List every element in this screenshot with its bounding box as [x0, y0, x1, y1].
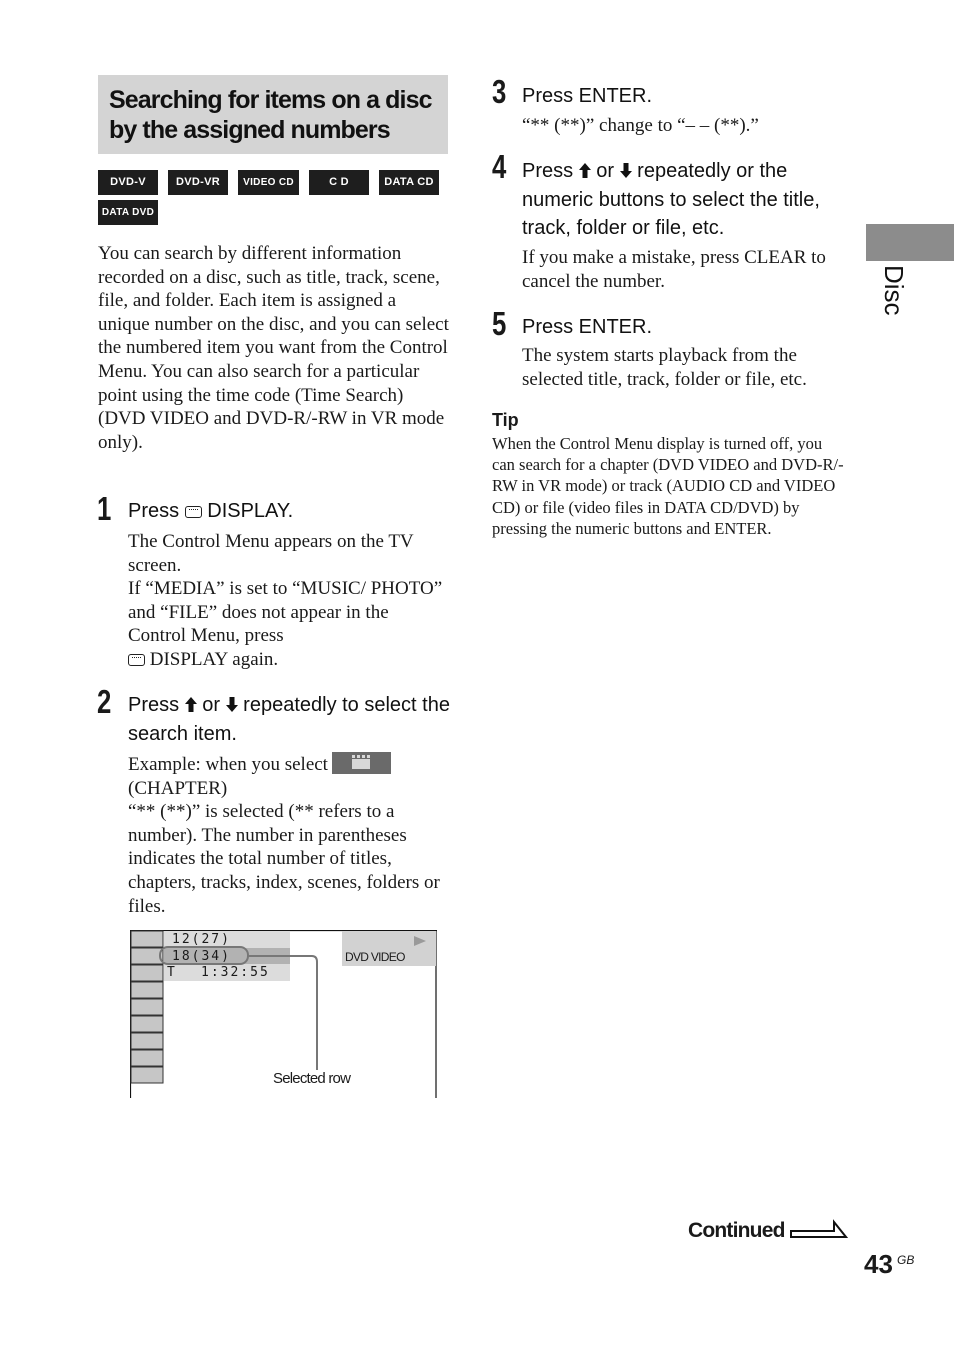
step-2-heading: Press or repeatedly to select the search item.: [128, 694, 450, 745]
step-5-number: 5: [492, 305, 507, 342]
step-1-body-1: The Control Menu appears on the TV screen.: [128, 531, 414, 576]
step-2-body: [128, 752, 450, 918]
selected-row-callout: Selected row: [273, 1070, 351, 1087]
badge-cd: C D: [309, 170, 369, 195]
step-1-head-post: DISPLAY.: [207, 500, 294, 522]
tip-title: Tip: [492, 410, 519, 430]
control-menu-illustration: [130, 930, 437, 1098]
step-5-body: The system starts playback from the selected title, track, folder or file, etc.: [522, 345, 807, 390]
down-arrow-icon: [226, 697, 238, 712]
page-number: 43: [864, 1249, 893, 1279]
step-2-number: 2: [97, 683, 112, 720]
step-4-number: 4: [492, 148, 507, 185]
step-1-number: 1: [97, 490, 112, 527]
step-4-body: If you make a mistake, press CLEAR to cancel the number.: [522, 247, 826, 292]
intro-paragraph: You can search by different information recorded on a disc, such as title, track, scene, file, and folder. Each item is assigned a unique number on the disc, and you can select the numbered item you want from the Control Menu. You can also search for a particular point using the time code (Time Search) (DVD VIDEO and DVD-R/-RW in VR mode only).: [98, 243, 449, 453]
step-1-heading: [128, 497, 448, 526]
chapter-icon: [332, 752, 391, 774]
step-3-body: “** (**)” change to “– – (**).”: [522, 115, 759, 136]
step-1-body: [128, 530, 450, 672]
continued-label: Continued: [688, 1218, 848, 1243]
display-button-icon: [128, 654, 145, 666]
side-tab-label: Disc: [879, 265, 909, 316]
screen-row-1: 12(27): [172, 932, 231, 947]
step-2-body-text: “** (**)” is selected (** refers to a number). The number in parentheses indicates the total number of titles, chapters, tracks, index, scenes, folders or files.: [128, 801, 440, 917]
screen-row-3-time: 1:32:55: [201, 965, 270, 980]
screen-media-label: DVD VIDEO: [345, 950, 405, 964]
continued-arrow-icon: [790, 1218, 848, 1240]
screen-row-3-label: T: [167, 965, 177, 980]
display-button-icon: [185, 506, 202, 518]
page-number-suffix: GB: [897, 1253, 915, 1267]
badge-data-cd: DATA CD: [379, 170, 439, 195]
step-3-number: 3: [492, 73, 507, 110]
step-1-body-2: If “MEDIA” is set to “MUSIC/ PHOTO” and “FILE” does not appear in the Control Menu, press DISPLAY again.: [128, 578, 443, 670]
badge-video-cd: VIDEO CD: [238, 170, 299, 195]
step-4-heading: Press or repeatedly or the numeric buttons to select the title, track, folder or file, etc.: [522, 160, 820, 239]
badge-data-dvd: DATA DVD: [98, 200, 158, 225]
side-tab-marker: [866, 224, 954, 261]
step-1-head-pre: Press: [128, 500, 180, 522]
step-3-heading: Press ENTER.: [522, 85, 653, 107]
section-title: Searching for items on a disc by the assigned numbers: [109, 86, 432, 144]
badge-dvd-vr: DVD-VR: [168, 170, 228, 195]
down-arrow-icon: [620, 163, 632, 178]
badge-dvd-v: DVD-V: [98, 170, 158, 195]
step-5-heading: Press ENTER.: [522, 316, 653, 338]
step-2-example: Example: when you select (CHAPTER): [128, 752, 450, 800]
screen-row-2: 18(34): [172, 949, 231, 964]
tip-text: When the Control Menu display is turned off, you can search for a chapter (DVD VIDEO and DVD-R/-RW in VR mode) or track (AUDIO CD and VIDEO CD) or file (video files in DATA CD/DVD) by pressing the numeric buttons and ENTER.: [492, 434, 844, 538]
up-arrow-icon: [185, 697, 197, 712]
section-title-box: [98, 75, 448, 154]
up-arrow-icon: [579, 163, 591, 178]
